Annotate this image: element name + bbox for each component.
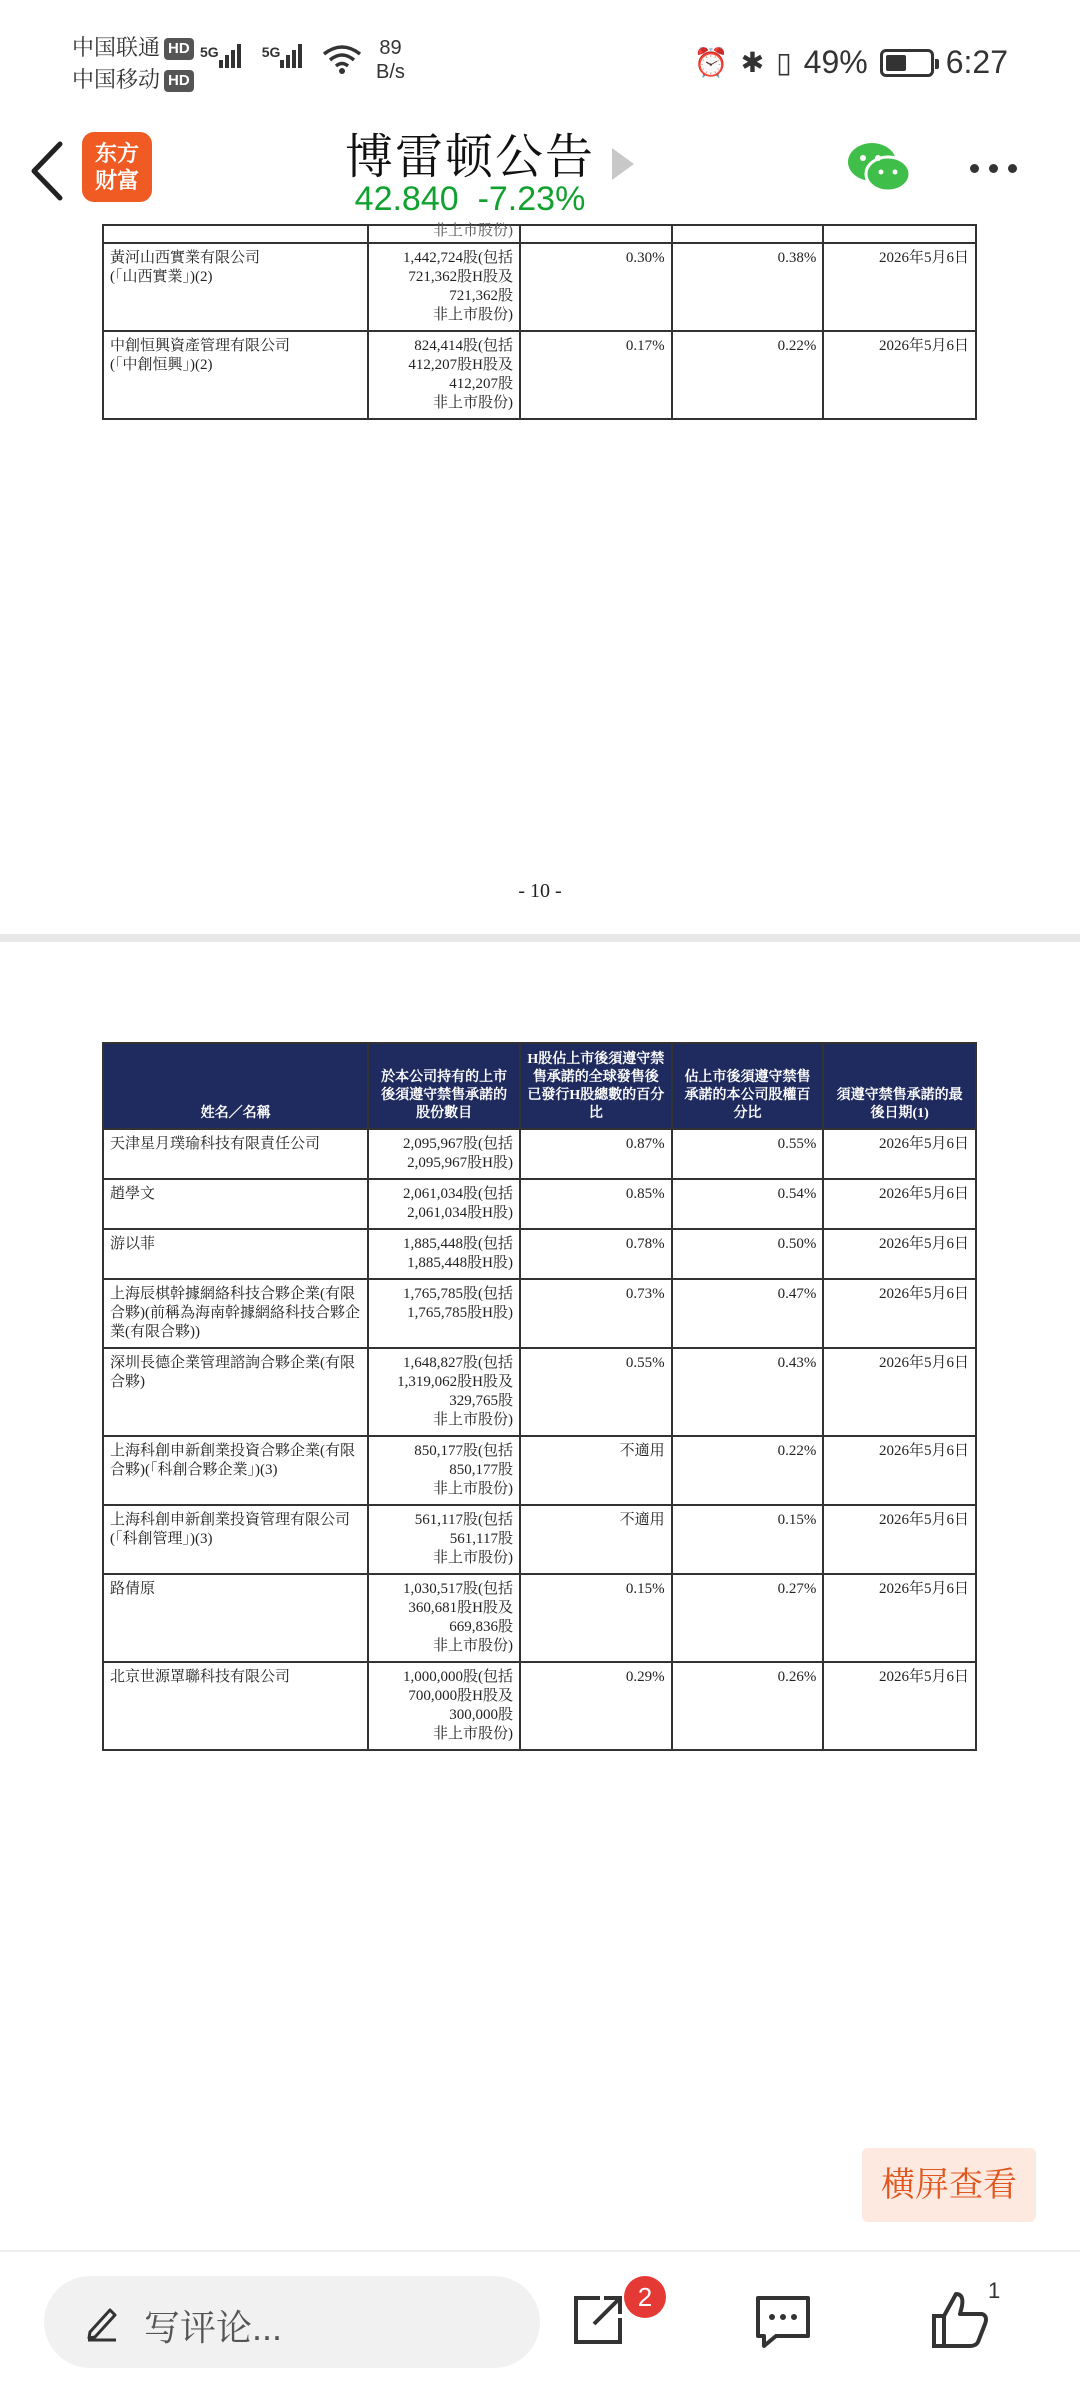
company-percent: 0.54% — [672, 1179, 824, 1229]
h-share-percent: 0.73% — [520, 1279, 672, 1348]
lockup-end-date: 2026年5月6日 — [823, 1662, 976, 1750]
h-share-percent: 不適用 — [520, 1505, 672, 1574]
document-viewer[interactable] — [0, 223, 1080, 2224]
page-number: - 10 - — [518, 880, 562, 902]
lockup-end-date — [823, 225, 976, 243]
company-percent: 0.47% — [672, 1279, 824, 1348]
share-count: 1,765,785股(包括 1,765,785股H股) — [368, 1279, 520, 1348]
holder-name: 北京世源罩聯科技有限公司 — [103, 1662, 368, 1750]
holder-name: 天津星月璞瑜科技有限責任公司 — [103, 1129, 368, 1179]
more-icon[interactable] — [970, 160, 1030, 174]
share-badge: 2 — [624, 2276, 666, 2318]
share-count: 非上市股份) — [368, 225, 520, 243]
share-icon[interactable] — [570, 2292, 626, 2348]
h-share-percent: 0.17% — [520, 331, 672, 419]
h-share-percent: 0.15% — [520, 1574, 672, 1662]
table-row — [103, 1574, 976, 1662]
table-row — [103, 1179, 976, 1229]
company-percent: 0.50% — [672, 1229, 824, 1279]
h-share-percent: 0.29% — [520, 1662, 672, 1750]
company-percent: 0.55% — [672, 1129, 824, 1179]
bottom-bar — [0, 2250, 1080, 2388]
title-bar — [0, 118, 1080, 234]
table-row — [103, 1279, 976, 1348]
lockup-end-date: 2026年5月6日 — [823, 1436, 976, 1505]
h-share-percent: 不適用 — [520, 1436, 672, 1505]
stock-change: -7.23% — [477, 180, 586, 218]
share-count: 1,648,827股(包括 1,319,062股H股及 329,765股 非上市股份) — [368, 1348, 520, 1436]
page-title: 博雷顿公告 — [344, 131, 595, 184]
alarm-icon: ⏰ — [693, 47, 729, 78]
bluetooth-icon: ✱ — [740, 47, 765, 78]
company-percent: 0.38% — [672, 243, 824, 331]
company-percent: 0.43% — [672, 1348, 824, 1436]
table-row — [103, 1505, 976, 1574]
clock: 6:27 — [945, 44, 1008, 80]
h-share-percent: 0.30% — [520, 243, 672, 331]
lockup-table — [102, 1042, 977, 1751]
back-icon[interactable] — [22, 136, 72, 206]
table-row — [103, 331, 976, 419]
signal-icon — [262, 44, 305, 68]
table-row — [103, 1229, 976, 1279]
stock-price: 42.840 — [354, 180, 459, 218]
share-count: 1,030,517股(包括 360,681股H股及 669,836股 非上市股份) — [368, 1574, 520, 1662]
company-percent: 0.26% — [672, 1662, 824, 1750]
holder-name: 趙學文 — [103, 1179, 368, 1229]
table-row-cut — [103, 225, 976, 243]
share-count: 824,414股(包括 412,207股H股及 412,207股 非上市股份) — [368, 331, 520, 419]
lockup-end-date: 2026年5月6日 — [823, 331, 976, 419]
company-percent: 0.22% — [672, 1436, 824, 1505]
wechat-icon[interactable] — [846, 140, 912, 196]
holder-name: 路倩原 — [103, 1574, 368, 1662]
vibrate-icon: ▯ — [776, 47, 792, 78]
lockup-end-date: 2026年5月6日 — [823, 1505, 976, 1574]
share-count: 2,061,034股(包括 2,061,034股H股) — [368, 1179, 520, 1229]
share-count: 1,885,448股(包括 1,885,448股H股) — [368, 1229, 520, 1279]
company-percent: 0.15% — [672, 1505, 824, 1574]
lockup-table-continued — [102, 224, 977, 420]
net-speed-unit: B/s — [376, 61, 405, 83]
wifi-icon — [322, 44, 362, 74]
lockup-end-date: 2026年5月6日 — [823, 1574, 976, 1662]
landscape-view-button[interactable]: 横屏查看 — [862, 2148, 1036, 2222]
hd-badge: HD — [164, 70, 194, 92]
h-share-percent — [520, 225, 672, 243]
lockup-end-date: 2026年5月6日 — [823, 1129, 976, 1179]
h-share-percent: 0.87% — [520, 1129, 672, 1179]
table-header — [103, 1043, 976, 1129]
app-logo — [82, 132, 152, 202]
share-count: 850,177股(包括 850,177股 非上市股份) — [368, 1436, 520, 1505]
status-right — [694, 44, 1008, 81]
share-count: 1,442,724股(包括 721,362股H股及 721,362股 非上市股份) — [368, 243, 520, 331]
lockup-end-date: 2026年5月6日 — [823, 243, 976, 331]
like-icon[interactable] — [930, 2290, 990, 2350]
stock-quote — [300, 180, 640, 219]
battery-fill — [886, 55, 907, 71]
table-row — [103, 1348, 976, 1436]
column-header: 佔上市後須遵守禁售承諾的本公司股權百分比 — [672, 1043, 824, 1129]
net-type-2: 5G — [261, 44, 281, 60]
company-percent: 0.27% — [672, 1574, 824, 1662]
holder-name: 黃河山西實業有限公司 (「山西實業」)(2) — [103, 243, 368, 331]
lockup-end-date: 2026年5月6日 — [823, 1279, 976, 1348]
holder-name: 上海科創申新創業投資合夥企業(有限合夥)(「科創合夥企業」)(3) — [103, 1436, 368, 1505]
pen-icon — [84, 2302, 120, 2342]
holder-name — [103, 225, 368, 243]
lockup-end-date: 2026年5月6日 — [823, 1348, 976, 1436]
comment-placeholder: 写评论... — [144, 2307, 283, 2348]
holder-name: 游以菲 — [103, 1229, 368, 1279]
hd-badge: HD — [164, 38, 194, 60]
h-share-percent: 0.55% — [520, 1348, 672, 1436]
holder-name: 深圳長德企業管理諮詢合夥企業(有限合夥) — [103, 1348, 368, 1436]
logo-line-1: 东方 — [94, 141, 139, 166]
like-count: 1 — [988, 2278, 1001, 2303]
lockup-end-date: 2026年5月6日 — [823, 1179, 976, 1229]
logo-line-2: 财富 — [94, 168, 139, 193]
play-icon[interactable] — [612, 148, 634, 180]
table-row — [103, 243, 976, 331]
column-header: 須遵守禁售承諾的最後日期(1) — [823, 1043, 976, 1129]
battery-percent: 49% — [803, 44, 868, 80]
net-speed-value: 89 — [379, 37, 402, 59]
company-percent: 0.22% — [672, 331, 824, 419]
holder-name: 中創恒興資產管理有限公司 (「中創恒興」)(2) — [103, 331, 368, 419]
signal-icon — [200, 44, 243, 68]
comment-input[interactable] — [44, 2276, 540, 2368]
company-percent — [672, 225, 824, 243]
page-divider — [0, 934, 1080, 942]
table-row — [103, 1129, 976, 1179]
h-share-percent: 0.85% — [520, 1179, 672, 1229]
lockup-end-date: 2026年5月6日 — [823, 1229, 976, 1279]
battery-icon — [880, 49, 934, 77]
carrier-1: 中国联通 — [72, 35, 161, 60]
status-bar — [0, 0, 1080, 130]
h-share-percent: 0.78% — [520, 1229, 672, 1279]
carrier-info — [72, 32, 194, 96]
comments-icon[interactable] — [754, 2294, 812, 2350]
table-row — [103, 1436, 976, 1505]
holder-name: 上海辰棋幹據網絡科技合夥企業(有限合夥)(前稱為海南幹據網絡科技合夥企業(有限合夥)) — [103, 1279, 368, 1348]
carrier-2: 中国移动 — [72, 67, 161, 92]
share-count: 561,117股(包括 561,117股 非上市股份) — [368, 1505, 520, 1574]
net-type-1: 5G — [200, 44, 219, 60]
share-count: 1,000,000股(包括 700,000股H股及 300,000股 非上市股份) — [368, 1662, 520, 1750]
share-count: 2,095,967股(包括 2,095,967股H股) — [368, 1129, 520, 1179]
net-speed — [376, 36, 405, 84]
column-header: 姓名／名稱 — [103, 1043, 368, 1129]
column-header: 於本公司持有的上市後須遵守禁售承諾的股份數目 — [368, 1043, 520, 1129]
column-header: H股佔上市後須遵守禁售承諾的全球發售後已發行H股總數的百分比 — [520, 1043, 672, 1129]
signal-indicators — [200, 44, 318, 68]
holder-name: 上海科創申新創業投資管理有限公司 (「科創管理」)(3) — [103, 1505, 368, 1574]
table-row — [103, 1662, 976, 1750]
